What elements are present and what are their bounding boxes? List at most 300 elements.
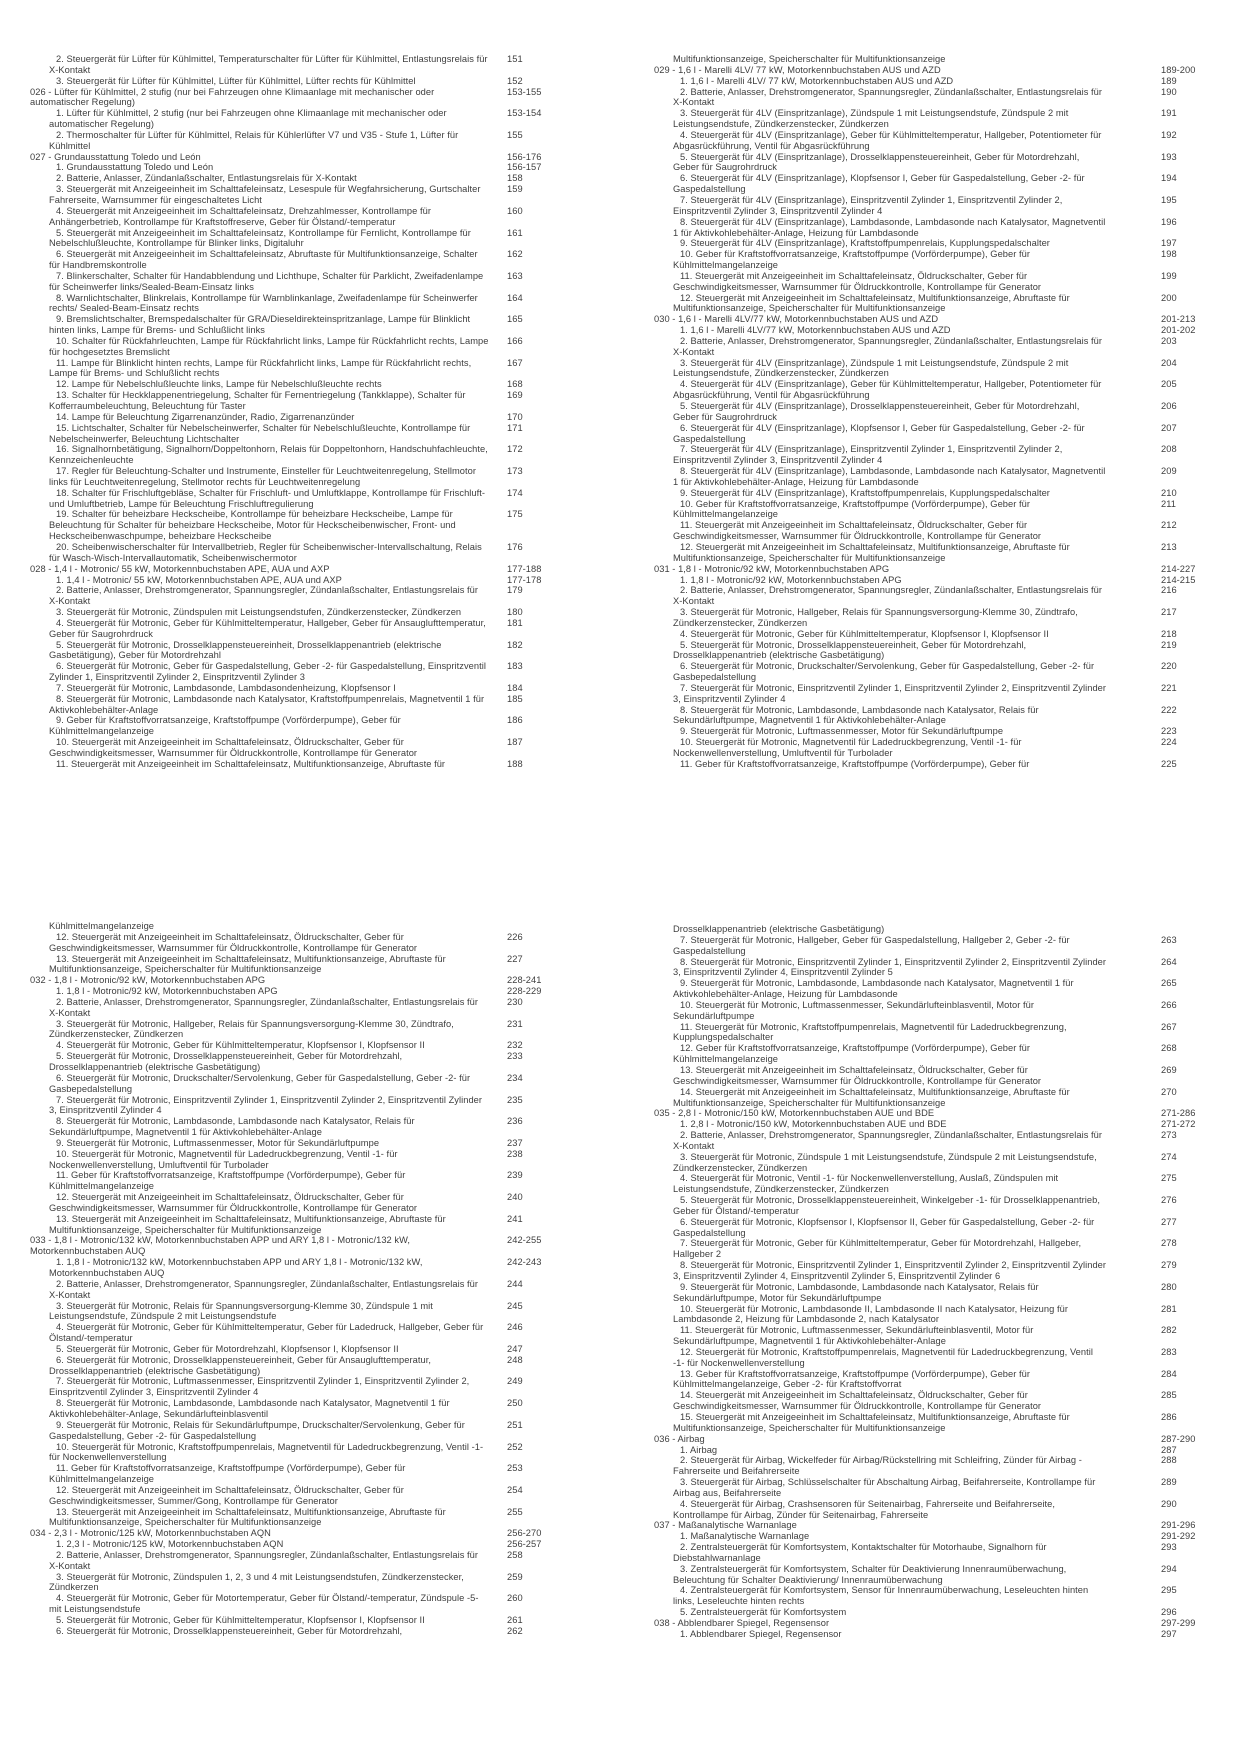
toc-item-entry	[30, 1398, 523, 1420]
entry-text: 1. 2,3 l - Motronic/125 kW, Motorkennbuchstaben AQN	[56, 1539, 284, 1550]
toc-item-entry	[654, 956, 1177, 979]
toc-item-entry	[654, 238, 1177, 249]
entry-text: 031 - 1,8 l - Motronic/92 kW, Motorkennbuchstaben APG	[654, 563, 890, 574]
toc-item-entry	[654, 1216, 1177, 1239]
entry-page-number: 151	[507, 54, 523, 64]
entry-page-number: 200	[1161, 292, 1177, 303]
entry-text: 17. Regler für Beleuchtung-Schalter und Instrumente, Einsteller für Leuchtweitenregelung, Stellmotor links für Leuchtweitenregelung, Stellmotor rechts für Leuchtweitenregelung	[49, 466, 476, 487]
entry-text: 7. Steuergerät für Motronic, Einspritzventil Zylinder 1, Einspritzventil Zylinder 2, Einspritzventil Zylinder 3, Einspritzventil Zylinder 4	[673, 682, 1107, 704]
entry-page-number: 209	[1161, 466, 1177, 477]
toc-item-entry	[30, 617, 523, 640]
entry-text: 14. Lampe für Beleuchtung Zigarrenanzünder, Radio, Zigarrenanzünder	[56, 411, 355, 422]
toc-section-entry	[30, 86, 542, 109]
toc-item-entry	[654, 401, 1177, 423]
entry-text: 7. Steuergerät für 4LV (Einspritzanlage), Einspritzventil Zylinder 1, Einspritzventil Zylinder 2, Einspritzventil Zylinder 3, Einspritzventil Zylinder 4	[673, 444, 1063, 466]
entry-page-number: 256-270	[507, 1528, 542, 1539]
entry-page-number: 203	[1161, 335, 1177, 346]
toc-item-entry	[654, 487, 1177, 499]
toc-item-entry	[30, 314, 523, 336]
toc-item-entry	[654, 1130, 1177, 1152]
entry-text: 7. Steuergerät für Motronic, Hallgeber, Geber für Gaspedalstellung, Hallgeber 2, Geber -2- für Gaspedalstellung	[673, 934, 1070, 956]
entry-text: Drosselklappenantrieb (elektrische Gasbetätigung)	[673, 924, 885, 934]
entry-text: 038 - Abblendbarer Spiegel, Regensensor	[654, 1618, 830, 1628]
toc-item-entry	[30, 996, 523, 1019]
entry-page-number: 204	[1161, 357, 1177, 368]
entry-text: 13. Steuergerät mit Anzeigeeinheit im Schalttafeleinsatz, Öldruckschalter, Geber für Geschwindigkeitsmesser, Warnsummer für Öldruckkontrolle, Kontrollampe für Generator	[673, 1064, 1042, 1086]
toc-item-entry	[654, 1444, 1177, 1456]
entry-page-number: 185	[507, 693, 523, 704]
toc-section-entry	[654, 314, 1196, 325]
toc-item-entry	[30, 335, 523, 358]
toc-item-entry	[654, 379, 1177, 401]
entry-text: 11. Steuergerät mit Anzeigeeinheit im Schalttafeleinsatz, Öldruckschalter, Geber für Geschwindigkeitsmesser, Warnsummer für Öldruckkontrolle, Kontrollampe für Generator	[673, 520, 1042, 542]
entry-text: 1. 1,4 l - Motronic/ 55 kW, Motorkennbuchstaben APE, AUA und AXP	[56, 574, 342, 585]
entry-text: 3. Steuergerät für Motronic, Zündspule 1 mit Leistungsendstufe, Zündspule 2 mit Leistungsendstufe, Zündkerzenstecker, Zündkerzen	[673, 1151, 1097, 1173]
toc-item-entry	[654, 520, 1177, 542]
entry-page-number: 181	[507, 617, 523, 628]
entry-text: 1. 1,8 l - Motronic/132 kW, Motorkennbuchstaben APP und ARY 1,8 l - Motronic/132 kW, Motorkennbuchstaben AUQ	[49, 1257, 423, 1278]
entry-text: 10. Steuergerät für Motronic, Lambdasonde II, Lambdasonde II nach Katalysator, Heizung für Lambdasonde 2, Heizung für Lambdasonde 2, nach Katalysator	[673, 1303, 1068, 1325]
entry-text: 2. Batterie, Anlasser, Drehstromgenerator, Spannungsregler, Zündanlaßschalter, Entlastungsrelais für X-Kontakt	[673, 585, 1103, 607]
entry-text: 2. Batterie, Anlasser, Zündanlaßschalter, Entlastungsrelais für X-Kontakt	[56, 173, 357, 184]
entry-text: 9. Steuergerät für 4LV (Einspritzanlage), Kraftstoffpumpenrelais, Kupplungspedalschalter	[680, 487, 1050, 498]
entry-text: 5. Steuergerät für Motronic, Geber für Kühlmitteltemperatur, Klopfsensor I, Klopfsensor II	[56, 1615, 425, 1625]
entry-text: 6. Steuergerät mit Anzeigeeinheit im Schalttafeleinsatz, Abruftaste für Multifunktionsanzeige, Schalter für Handbremskontrolle	[49, 249, 478, 271]
toc-section-entry	[30, 975, 542, 986]
toc-item-entry	[30, 1571, 523, 1594]
toc-section-entry	[30, 563, 542, 575]
entry-page-number: 159	[507, 184, 523, 195]
entry-text: 14. Steuergerät mit Anzeigeeinheit im Schalttafeleinsatz, Öldruckschalter, Geber für Geschwindigkeitsmesser, Warnsummer für Öldruckkontrolle, Kontrollampe für Generator	[673, 1390, 1042, 1412]
entry-text: 11. Steuergerät für Motronic, Kraftstoffpumpenrelais, Magnetventil für Ladedruckbegrenzung, Kupplungspedalschalter	[673, 1021, 1067, 1043]
entry-text: 7. Steuergerät für Motronic, Geber für Kühlmitteltemperatur, Geber für Motordrehzahl, Hallgeber, Hallgeber 2	[673, 1238, 1082, 1260]
entry-page-number: 271-286	[1161, 1108, 1196, 1119]
entry-text: 2. Batterie, Anlasser, Drehstromgenerator, Spannungsregler, Zündanlaßschalter, Entlastungsrelais für X-Kontakt	[673, 86, 1103, 108]
toc-item-entry	[30, 953, 523, 976]
entry-text: 5. Steuergerät für Motronic, Drosselklappensteuereinheit, Winkelgeber -1- für Drosselklappenantrieb, Geber für Ölstand/-temperatur	[673, 1195, 1100, 1216]
toc-item-entry	[30, 1441, 523, 1464]
entry-page-number: 228-229	[507, 986, 542, 997]
toc-continuation-line	[654, 924, 1107, 935]
toc-item-entry	[654, 1368, 1177, 1391]
toc-item-entry	[654, 357, 1177, 380]
toc-item-entry	[30, 292, 523, 315]
toc-item-entry	[30, 1213, 523, 1236]
toc-item-entry	[654, 1477, 1177, 1499]
entry-page-number: 162	[507, 249, 523, 260]
entry-text: 030 - 1,6 l - Marelli 4LV/77 kW, Motorkennbuchstaben AUS und AZD	[654, 314, 939, 325]
toc-item-entry	[30, 390, 523, 412]
entry-page-number: 182	[507, 639, 523, 650]
toc-item-entry	[654, 75, 1177, 87]
entry-page-number: 269	[1161, 1064, 1177, 1075]
toc-item-entry	[30, 1192, 523, 1214]
entry-page-number: 249	[507, 1376, 523, 1387]
entry-page-number: 236	[507, 1116, 523, 1127]
toc-item-entry	[30, 1170, 523, 1192]
toc-item-entry	[654, 1043, 1177, 1065]
toc-item-entry	[30, 986, 542, 997]
entry-page-number: 226	[507, 931, 523, 942]
toc-item-entry	[654, 194, 1177, 217]
entry-page-number: 262	[507, 1625, 523, 1636]
entry-page-number: 196	[1161, 216, 1177, 227]
entry-text: 3. Steuergerät für 4LV (Einspritzanlage), Zündspule 1 mit Leistungsendstufe, Zündspule 2 mit Leistungsendstufe, Zündkerzenstecker, Zündkerzen	[673, 357, 1069, 379]
entry-page-number: 217	[1161, 607, 1177, 618]
entry-page-number: 171	[507, 422, 523, 433]
entry-text: 7. Steuergerät für Motronic, Einspritzventil Zylinder 1, Einspritzventil Zylinder 2, Einspritzventil Zylinder 3, Einspritzventil Zylinder 4	[49, 1094, 483, 1116]
entry-text: 2. Batterie, Anlasser, Drehstromgenerator, Spannungsregler, Zündanlaßschalter, Entlastungsrelais für X-Kontakt	[49, 996, 479, 1018]
entry-page-number: 195	[1161, 194, 1177, 205]
toc-item-entry	[30, 1376, 523, 1398]
entry-text: Kühlmittelmangelanzeige	[49, 921, 155, 931]
entry-text: 9. Steuergerät für Motronic, Lambdasonde, Lambdasonde nach Katalysator, Magnetventil 1 für Aktivkohlebehälter-Anlage, Heizung für Lambdasonde	[673, 978, 1074, 1000]
entry-text: 4. Steuergerät für 4LV (Einspritzanlage), Geber für Kühlmitteltemperatur, Hallgeber, Potentiometer für Abgasrückführung, Ventil für Abgasrückführung	[673, 379, 1102, 401]
entry-text: 6. Steuergerät für Motronic, Klopfsensor I, Klopfsensor II, Geber für Gaspedalstellung, Geber -2- für Gaspedalstellung	[673, 1216, 1095, 1238]
entry-text: 16. Signalhornbetätigung, Signalhorn/Doppeltonhorn, Relais für Doppeltonhorn, Handschuhfachleuchte, Kennzeichenleuchte	[49, 444, 488, 466]
toc-item-entry	[654, 541, 1177, 564]
entry-page-number: 264	[1161, 956, 1177, 967]
entry-page-number: 197	[1161, 238, 1177, 249]
entry-page-number: 297	[1161, 1628, 1177, 1639]
entry-text: 6. Steuergerät für 4LV (Einspritzanlage), Klopfsensor I, Geber für Gaspedalstellung, Geber -2- für Gaspedalstellung	[673, 422, 1085, 444]
toc-section-entry	[654, 563, 1196, 575]
entry-text: 6. Steuergerät für Motronic, Druckschalter/Servolenkung, Geber für Gaspedalstellung, Geber -2- für Gasbepedalstellung	[49, 1072, 471, 1094]
entry-text: 028 - 1,4 l - Motronic/ 55 kW, Motorkennbuchstaben APE, AUA und AXP	[30, 563, 330, 574]
entry-text: 6. Steuergerät für Motronic, Drosselklappensteuereinheit, Geber für Ansauglufttemperatur, Drosselklappenantrieb (elektrische Gasbetätigung)	[49, 1354, 431, 1376]
toc-item-entry	[654, 1064, 1177, 1087]
entry-page-number: 156-157	[507, 162, 542, 173]
entry-text: 12. Steuergerät mit Anzeigeeinheit im Schalttafeleinsatz, Multifunktionsanzeige, Abruftaste für Multifunktionsanzeige, Speicherschalter für Multifunktionsanzeige	[673, 541, 1070, 563]
entry-page-number: 242-243	[507, 1257, 542, 1268]
entry-text: 11. Geber für Kraftstoffvorratsanzeige, Kraftstoffpumpe (Vorförderpumpe), Geber für Kühlmittelmangelanzeige	[49, 1170, 406, 1192]
entry-text: 5. Steuergerät für 4LV (Einspritzanlage), Drosselklappensteuereinheit, Geber für Motordrehzahl, Geber für Saugrohrdruck	[673, 401, 1080, 422]
entry-text: 8. Steuergerät für Motronic, Lambdasonde, Lambdasonde nach Katalysator, Magnetventil 1 für Aktivkohlebehälter-Anlage, Sekundärlufteinblasventil	[49, 1398, 450, 1419]
toc-section-entry	[654, 1433, 1196, 1445]
entry-text: 11. Steuergerät mit Anzeigeeinheit im Schalttafeleinsatz, Multifunktionsanzeige, Abruftaste für	[56, 758, 446, 769]
entry-text: 1. Lüfter für Kühlmittel, 2 stufig (nur bei Fahrzeugen ohne Klimaanlage mit mechanischer oder automatischer Regelung)	[49, 108, 447, 130]
entry-page-number: 213	[1161, 541, 1177, 552]
toc-item-entry	[654, 422, 1177, 445]
entry-text: 3. Steuergerät für Lüfter für Kühlmittel, Lüfter für Kühlmittel, Lüfter rechts für Kühlmittel	[56, 75, 416, 86]
toc-item-entry	[654, 737, 1177, 759]
toc-item-entry	[654, 1390, 1177, 1412]
toc-item-entry	[30, 693, 523, 716]
entry-text: 8. Steuergerät für Motronic, Lambdasonde, Lambdasonde nach Katalysator, Relais für Sekundärluftpumpe, Magnetventil 1 für Aktivkohlebehälter-Anlage	[49, 1116, 415, 1138]
toc-item-entry	[30, 379, 523, 390]
toc-item-entry	[30, 541, 523, 564]
entry-page-number: 177-178	[507, 574, 542, 585]
entry-page-number: 261	[507, 1615, 523, 1625]
entry-text: 12. Steuergerät mit Anzeigeeinheit im Schalttafeleinsatz, Öldruckschalter, Geber für Geschwindigkeitsmesser, Warnsummer für Öldruckkontrolle, Kontrollampe für Generator	[49, 1192, 418, 1213]
entry-page-number: 220	[1161, 661, 1177, 672]
entry-text: 9. Steuergerät für Motronic, Relais für Sekundärluftpumpe, Druckschalter/Servolenkung, Geber für Gaspedalstellung, Geber -2- für Gaspedalstellung	[49, 1419, 465, 1441]
entry-page-number: 282	[1161, 1325, 1177, 1336]
entry-page-number: 161	[507, 227, 523, 238]
entry-page-number: 218	[1161, 628, 1177, 639]
entry-text: 4. Steuergerät für Motronic, Geber für Kühlmitteltemperatur, Geber für Ladedruck, Hallgeber, Geber für Ölstand/-temperatur	[49, 1322, 484, 1344]
entry-page-number: 291-292	[1161, 1531, 1196, 1542]
entry-text: 1. 1,8 l - Motronic/92 kW, Motorkennbuchstaben APG	[56, 986, 278, 997]
entry-text: 15. Steuergerät mit Anzeigeeinheit im Schalttafeleinsatz, Multifunktionsanzeige, Abruftaste für Multifunktionsanzeige, Speicherschalter für Multifunktionsanzeige	[673, 1411, 1070, 1433]
toc-item-entry	[654, 1585, 1177, 1607]
entry-page-number: 278	[1161, 1238, 1177, 1249]
toc-item-entry	[30, 1549, 523, 1572]
entry-page-number: 205	[1161, 379, 1177, 390]
entry-page-number: 155	[507, 129, 523, 140]
page2-column-right	[654, 924, 1196, 1640]
entry-text: 2. Zentralsteuergerät für Komfortsystem, Kontaktschalter für Motorhaube, Signalhorn für Diebstahlwarnanlage	[673, 1542, 1047, 1563]
entry-text: 1. Airbag	[680, 1444, 718, 1455]
entry-page-number: 214-215	[1161, 574, 1196, 585]
toc-item-entry	[654, 151, 1177, 174]
toc-item-entry	[654, 249, 1177, 271]
entry-page-number: 254	[507, 1484, 523, 1495]
entry-text: 3. Steuergerät für Motronic, Zündspulen mit Leistungsendstufen, Zündkerzenstecker, Zündkerzen	[56, 607, 462, 618]
toc-item-entry	[30, 715, 523, 737]
toc-item-entry	[654, 661, 1177, 683]
toc-item-entry	[654, 1119, 1196, 1130]
toc-section-entry	[30, 151, 542, 163]
toc-section-entry	[30, 1235, 542, 1257]
entry-text: 12. Steuergerät mit Anzeigeeinheit im Schalttafeleinsatz, Multifunktionsanzeige, Abruftaste für Multifunktionsanzeige, Speicherschalter für Multifunktionsanzeige	[673, 292, 1070, 314]
entry-page-number: 279	[1161, 1260, 1177, 1271]
toc-item-entry	[30, 1625, 523, 1637]
entry-page-number: 297-299	[1161, 1618, 1196, 1628]
toc-item-entry	[30, 1354, 523, 1377]
entry-page-number: 241	[507, 1213, 523, 1224]
entry-page-number: 255	[507, 1506, 523, 1517]
entry-page-number: 164	[507, 292, 523, 303]
entry-text: 10. Geber für Kraftstoffvorratsanzeige, Kraftstoffpumpe (Vorförderpumpe), Geber für Kühlmittelmangelanzeige	[673, 498, 1031, 520]
entry-text: 11. Geber für Kraftstoffvorratsanzeige, Kraftstoffpumpe (Vorförderpumpe), Geber für	[680, 758, 1030, 769]
toc-item-entry	[30, 1278, 523, 1301]
toc-item-entry	[30, 1148, 523, 1171]
toc-item-entry	[654, 292, 1177, 315]
toc-item-entry	[654, 1260, 1177, 1282]
entry-page-number: 266	[1161, 999, 1177, 1010]
entry-text: 14. Steuergerät mit Anzeigeeinheit im Schalttafeleinsatz, Multifunktionsanzeige, Abruftaste für Multifunktionsanzeige, Speicherschalter für Multifunktionsanzeige	[673, 1086, 1070, 1108]
toc-item-entry	[30, 574, 542, 586]
toc-item-entry	[30, 1506, 523, 1529]
entry-text: 7. Steuergerät für 4LV (Einspritzanlage), Einspritzventil Zylinder 1, Einspritzventil Zylinder 2, Einspritzventil Zylinder 3, Einspritzventil Zylinder 4	[673, 194, 1063, 216]
toc-item-entry	[30, 509, 523, 542]
entry-page-number: 296	[1161, 1607, 1177, 1618]
entry-page-number: 166	[507, 335, 523, 346]
toc-item-entry	[654, 639, 1177, 662]
entry-text: 9. Steuergerät für Motronic, Luftmassenmesser, Motor für Sekundärluftpumpe	[680, 726, 1004, 737]
entry-text: 8. Steuergerät für Motronic, Lambdasonde, Lambdasonde nach Katalysator, Relais für Sekundärluftpumpe, Magnetventil 1 für Aktivkohlebehälter-Anlage	[673, 704, 1039, 726]
entry-text: 12. Steuergerät für Motronic, Kraftstoffpumpenrelais, Magnetventil für Ladedruckbegrenzung, Ventil -1- für Nockenwellenverstellung	[673, 1346, 1093, 1368]
toc-item-entry	[654, 574, 1196, 586]
toc-item-entry	[30, 422, 523, 445]
entry-text: 7. Blinkerschalter, Schalter für Handabblendung und Lichthupe, Schalter für Parklicht, Zweifadenlampe für Scheinwerfer links/Sealed-Beam-Einsatz links	[49, 270, 484, 292]
toc-item-entry	[30, 682, 523, 694]
entry-page-number: 275	[1161, 1173, 1177, 1184]
toc-item-entry	[654, 682, 1177, 705]
entry-page-number: 295	[1161, 1585, 1177, 1596]
toc-item-entry	[30, 173, 523, 184]
entry-text: 1. Grundausstattung Toledo und León	[56, 162, 214, 173]
entry-text: 6. Steuergerät für Motronic, Drosselklappensteuereinheit, Geber für Motordrehzahl,	[56, 1625, 403, 1636]
entry-text: 9. Geber für Kraftstoffvorratsanzeige, Kraftstoffpumpe (Vorförderpumpe), Geber für Kühlmittelmangelanzeige	[49, 715, 401, 737]
entry-text: 8. Steuergerät für 4LV (Einspritzanlage), Lambdasonde, Lambdasonde nach Katalysator, Magnetventil 1 für Aktivkohlebehälter-Anlage, Heizung für Lambdasonde	[673, 216, 1106, 238]
entry-page-number: 201-202	[1161, 325, 1196, 336]
toc-item-entry	[30, 270, 523, 293]
toc-item-entry	[30, 1018, 523, 1041]
toc-item-entry	[654, 1346, 1177, 1369]
toc-item-entry	[654, 1281, 1177, 1304]
toc-item-entry	[30, 661, 523, 683]
entry-page-number: 280	[1161, 1281, 1177, 1292]
entry-text: 3. Steuergerät für Airbag, Schlüsselschalter für Abschaltung Airbag, Beifahrerseite, Kontrollampe für Airbag aus, Beifahrerseite	[673, 1477, 1096, 1498]
entry-text: 7. Steuergerät für Motronic, Luftmassenmesser, Einspritzventil Zylinder 1, Einspritzventil Zylinder 2, Einspritzventil Zylinder 3, Einspritzventil Zylinder 4	[49, 1376, 470, 1398]
entry-page-number: 288	[1161, 1455, 1177, 1466]
toc-item-entry	[30, 249, 523, 271]
toc-item-entry	[30, 184, 523, 206]
entry-text: 10. Steuergerät mit Anzeigeeinheit im Schalttafeleinsatz, Öldruckschalter, Geber für Geschwindigkeitsmesser, Warnsummer für Öldruckkontrolle, Kontrollampe für Generator	[49, 737, 418, 758]
entry-text: 6. Steuergerät für 4LV (Einspritzanlage), Klopfsensor I, Geber für Gaspedalstellung, Geber -2- für Gaspedalstellung	[673, 173, 1085, 195]
entry-page-number: 163	[507, 270, 523, 281]
entry-text: 2. Batterie, Anlasser, Drehstromgenerator, Spannungsregler, Zündanlaßschalter, Entlastungsrelais für X-Kontakt	[49, 1278, 479, 1300]
toc-item-entry	[30, 1257, 542, 1279]
entry-page-number: 169	[507, 390, 523, 401]
entry-page-number: 153-154	[507, 108, 542, 119]
toc-item-entry	[654, 1628, 1177, 1640]
entry-page-number: 208	[1161, 444, 1177, 455]
entry-text: 11. Steuergerät für Motronic, Luftmassenmesser, Sekundärlufteinblasventil, Motor für Sekundärluftpumpe, Magnetventil 1 für Aktivkohlebehälter-Anlage	[673, 1325, 1034, 1347]
entry-page-number: 214-227	[1161, 563, 1196, 574]
entry-page-number: 271-272	[1161, 1119, 1196, 1130]
entry-text: 3. Steuergerät für Motronic, Zündspulen 1, 2, 3 und 4 mit Leistungsendstufen, Zündkerzenstecker, Zündkerzen	[49, 1571, 464, 1593]
entry-page-number: 239	[507, 1170, 523, 1181]
entry-page-number: 219	[1161, 639, 1177, 650]
entry-page-number: 222	[1161, 704, 1177, 715]
entry-text: 10. Steuergerät für Motronic, Luftmassenmesser, Sekundärlufteinblasventil, Motor für Sekundärluftpumpe	[673, 999, 1035, 1021]
entry-page-number: 225	[1161, 758, 1177, 769]
toc-item-entry	[654, 1021, 1177, 1044]
entry-text: 13. Geber für Kraftstoffvorratsanzeige, Kraftstoffpumpe (Vorförderpumpe), Geber für Kühlmittelmangelanzeige, Geber -2- für Kraftstoffvorrat	[673, 1368, 1031, 1390]
toc-item-entry	[30, 639, 523, 662]
entry-page-number: 291-296	[1161, 1520, 1196, 1531]
toc-item-entry	[30, 1463, 523, 1485]
toc-item-entry	[654, 444, 1177, 466]
entry-page-number: 286	[1161, 1411, 1177, 1422]
entry-page-number: 224	[1161, 737, 1177, 748]
entry-text: 9. Steuergerät für Motronic, Lambdasonde, Lambdasonde nach Katalysator, Relais für Sekundärluftpumpe, Motor für Sekundärluftpumpe	[673, 1281, 1039, 1303]
entry-text: 10. Schalter für Rückfahrleuchten, Lampe für Rückfahrlicht links, Lampe für Rückfahrlicht rechts, Lampe für hochgesetztes Bremslicht	[49, 335, 489, 357]
toc-item-entry	[654, 1303, 1177, 1326]
entry-text: 6. Steuergerät für Motronic, Druckschalter/Servolenkung, Geber für Gaspedalstellung, Geber -2- für Gasbepedalstellung	[673, 661, 1095, 683]
entry-text: 5. Steuergerät mit Anzeigeeinheit im Schalttafeleinsatz, Kontrollampe für Fernlicht, Kontrollampe für Nebelschlußleuchte, Kontrollampe für Blinker links, Digitaluhr	[49, 227, 471, 249]
entry-page-number: 251	[507, 1419, 523, 1430]
entry-page-number: 245	[507, 1300, 523, 1311]
entry-page-number: 190	[1161, 86, 1177, 97]
entry-text: 7. Steuergerät für Motronic, Lambdasonde, Lambdasondenheizung, Klopfsensor I	[56, 682, 396, 693]
toc-item-entry	[30, 162, 542, 173]
page1-column-left	[30, 54, 542, 770]
entry-text: 10. Steuergerät für Motronic, Magnetventil für Ladedruckbegrenzung, Ventil -1- für Nockenwellenverstellung, Umluftventil für Turbolader	[673, 737, 1022, 758]
toc-item-entry	[30, 737, 523, 759]
toc-item-entry	[654, 1542, 1177, 1564]
toc-item-entry	[30, 227, 523, 250]
entry-page-number: 253	[507, 1463, 523, 1474]
toc-item-entry	[654, 466, 1177, 488]
entry-page-number: 294	[1161, 1563, 1177, 1574]
entry-page-number: 231	[507, 1018, 523, 1029]
toc-item-entry	[30, 129, 523, 152]
entry-page-number: 234	[507, 1072, 523, 1083]
entry-page-number: 152	[507, 75, 523, 86]
entry-page-number: 270	[1161, 1086, 1177, 1097]
entry-text: 12. Steuergerät mit Anzeigeeinheit im Schalttafeleinsatz, Öldruckschalter, Geber für Geschwindigkeitsmesser, Summer/Gong, Kontrollampe für Generator	[49, 1484, 404, 1506]
toc-item-entry	[30, 1137, 523, 1149]
entry-page-number: 287	[1161, 1444, 1177, 1455]
entry-text: 5. Steuergerät für Motronic, Geber für Motordrehzahl, Klopfsensor I, Klopfsensor II	[56, 1343, 399, 1354]
entry-page-number: 283	[1161, 1346, 1177, 1357]
toc-item-entry	[654, 999, 1177, 1022]
entry-text: 11. Steuergerät mit Anzeigeeinheit im Schalttafeleinsatz, Öldruckschalter, Geber für Geschwindigkeitsmesser, Warnsummer für Öldruckkontrolle, Kontrollampe für Generator	[673, 270, 1042, 292]
toc-item-entry	[30, 487, 523, 510]
entry-page-number: 281	[1161, 1303, 1177, 1314]
entry-page-number: 216	[1161, 585, 1177, 596]
entry-page-number: 263	[1161, 934, 1177, 945]
toc-item-entry	[654, 1086, 1177, 1109]
toc-section-entry	[654, 1108, 1196, 1119]
entry-page-number: 259	[507, 1571, 523, 1582]
entry-text: 12. Steuergerät mit Anzeigeeinheit im Schalttafeleinsatz, Öldruckschalter, Geber für Geschwindigkeitsmesser, Warnsummer für Öldruckkontrolle, Kontrollampe für Generator	[49, 931, 418, 953]
toc-item-entry	[30, 1322, 523, 1344]
toc-item-entry	[30, 1300, 523, 1323]
entry-page-number: 223	[1161, 726, 1177, 737]
toc-item-entry	[654, 1151, 1177, 1174]
toc-item-entry	[30, 1484, 523, 1507]
entry-page-number: 158	[507, 173, 523, 184]
entry-page-number: 246	[507, 1322, 523, 1333]
toc-section-entry	[654, 1618, 1196, 1629]
entry-text: 9. Steuergerät für Motronic, Luftmassenmesser, Motor für Sekundärluftpumpe	[56, 1137, 380, 1148]
entry-text: 027 - Grundausstattung Toledo und León	[30, 151, 201, 162]
entry-page-number: 165	[507, 314, 523, 325]
entry-page-number: 192	[1161, 129, 1177, 140]
entry-text: 8. Steuergerät für Motronic, Einspritzventil Zylinder 1, Einspritzventil Zylinder 2, Einspritzventil Zylinder 3, Einspritzventil Zylinder 4, Einspritzventil Zylinder 5, Einspritzventil Zylinder 6	[673, 1260, 1107, 1281]
toc-item-entry	[30, 1072, 523, 1095]
entry-page-number: 237	[507, 1137, 523, 1148]
entry-page-number: 293	[1161, 1542, 1177, 1553]
entry-text: 3. Steuergerät für 4LV (Einspritzanlage), Zündspule 1 mit Leistungsendstufe, Zündspule 2 mit Leistungsendstufe, Zündkerzenstecker, Zündkerzen	[673, 108, 1069, 130]
entry-page-number: 285	[1161, 1390, 1177, 1401]
entry-text: 5. Steuergerät für Motronic, Drosselklappensteuereinheit, Geber für Motordrehzahl, Drosselklappenantrieb (elektrische Gasbetätigung)	[49, 1051, 403, 1072]
entry-text: 5. Steuergerät für Motronic, Drosselklappensteuereinheit, Drosselklappenantrieb (elektrische Gasbetätigung), Geber für Motordrehzahl	[49, 639, 442, 661]
entry-page-number: 179	[507, 585, 523, 596]
toc-item-entry	[30, 1419, 523, 1442]
toc-item-entry	[30, 1094, 523, 1117]
entry-text: 19. Schalter für beheizbare Heckscheibe, Kontrollampe für beheizbare Heckscheibe, Lampe für Beleuchtung für Schalter für beheizbare Heckscheibe, Motor für Heckscheibenwischer, Front- und Heckscheibenwaschpumpe, beheizbare Heckscheibe	[49, 509, 456, 542]
entry-page-number: 174	[507, 487, 523, 498]
entry-page-number: 176	[507, 541, 523, 552]
entry-page-number: 242-255	[507, 1235, 542, 1246]
entry-text: 2. Batterie, Anlasser, Drehstromgenerator, Spannungsregler, Zündanlaßschalter, Entlastungsrelais für X-Kontakt	[49, 585, 479, 607]
toc-item-entry	[654, 1531, 1196, 1542]
entry-text: 4. Zentralsteuergerät für Komfortsystem, Sensor für Innenraumüberwachung, Leseleuchten hinten links, Leseleuchte hinten rechts	[673, 1585, 1089, 1607]
entry-text: 8. Steuergerät für 4LV (Einspritzanlage), Lambdasonde, Lambdasonde nach Katalysator, Magnetventil 1 für Aktivkohlebehälter-Anlage, Heizung für Lambdasonde	[673, 466, 1106, 487]
entry-text: 2. Batterie, Anlasser, Drehstromgenerator, Spannungsregler, Zündanlaßschalter, Entlastungsrelais für X-Kontakt	[673, 1130, 1103, 1151]
entry-text: 3. Steuergerät für Motronic, Hallgeber, Relais für Spannungsversorgung-Klemme 30, Zündtrafo, Zündkerzenstecker, Zündkerzen	[673, 607, 1078, 628]
toc-item-entry	[30, 1615, 523, 1626]
entry-page-number: 230	[507, 996, 523, 1007]
entry-text: 3. Steuergerät für Motronic, Relais für Spannungsversorgung-Klemme 30, Zündspule 1 mit Leistungsendstufe, Zündspule 2 mit Leistungsendstufe	[49, 1300, 433, 1322]
entry-page-number: 250	[507, 1398, 523, 1409]
